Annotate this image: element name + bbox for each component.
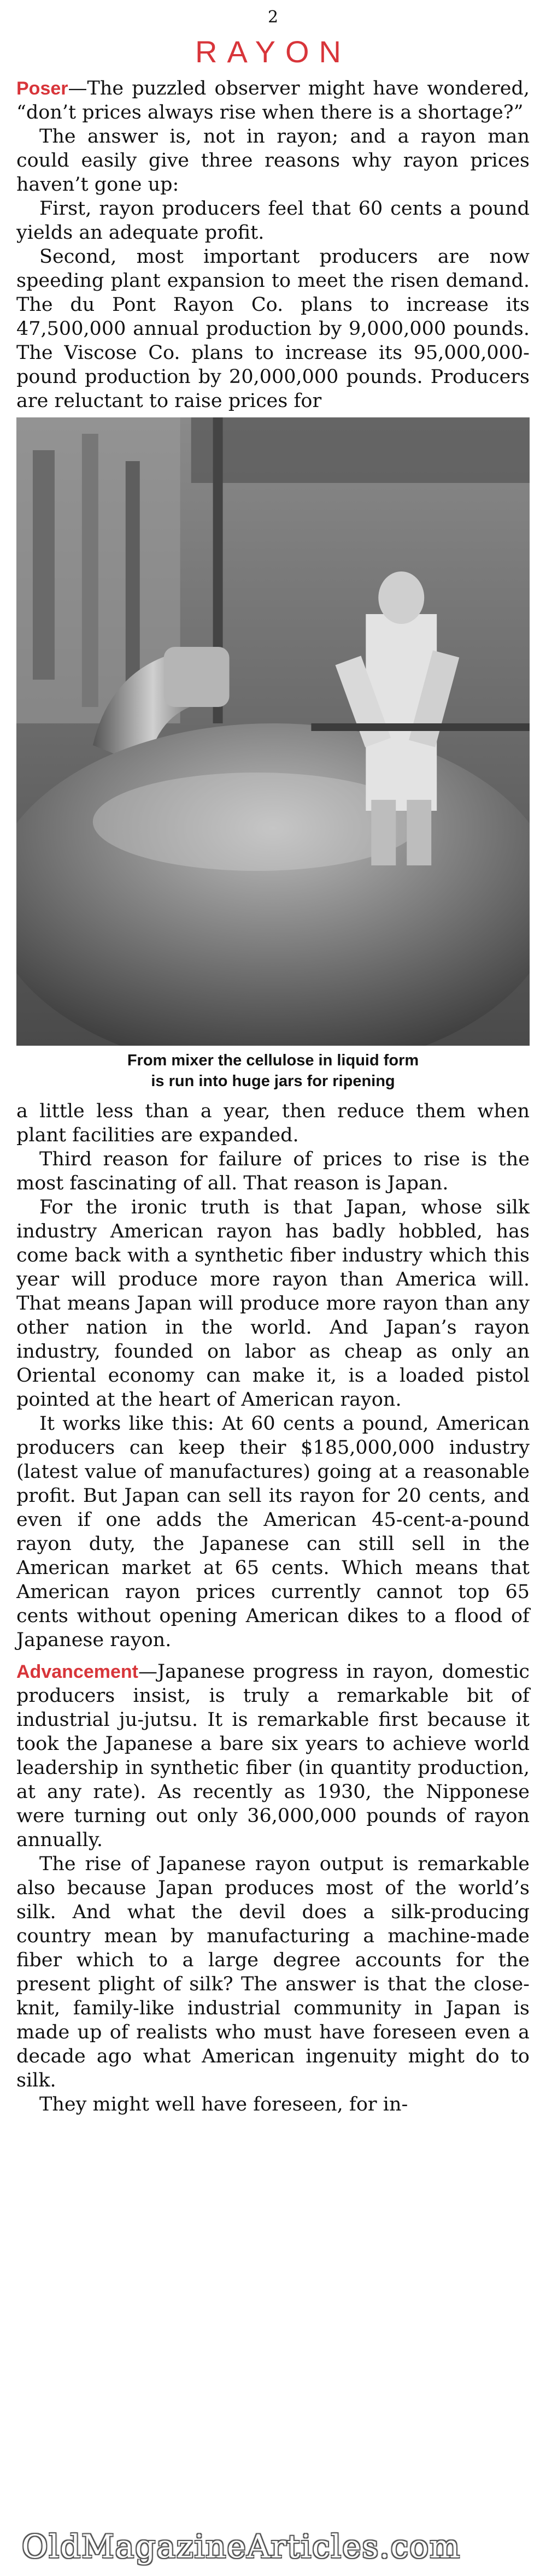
paragraph: The answer is, not in rayon; and a rayon man could easily give three reasons why rayon prices haven’t gone up: [16, 126, 530, 196]
factory-photo [16, 417, 530, 1046]
paragraph-text: —Japanese progress in rayon, domestic producers insist, is truly a remarkable bit of industrial ju-jutsu. It is remarkable first because it took the Japanese a bare six years to achieve world leadership in synthetic fiber (in quantity production, at any rate). As recently as 1930, the Nipponese were turning out only 36,000,000 pounds of rayon annually. [16, 1661, 530, 1851]
caption-line: From mixer the cellulose in liquid form [127, 1052, 419, 1069]
site-watermark: OldMagazineArticles.com [22, 2528, 461, 2565]
paragraph: They might well have foreseen, for in- [39, 2094, 408, 2115]
paragraph: For the ironic truth is that Japan, whose silk industry American rayon has badly hobbled, has come back with a synthetic fiber industry which this year will produce more rayon than America will. That means Japan will produce more rayon than any other nation in the world. And Japan’s rayon industry, founded on labor as cheap as only an Oriental economy can make it, is a loaded pistol pointed at the heart of American rayon. [16, 1196, 530, 1411]
paragraph: First, rayon producers feel that 60 cents a pound yields an adequate profit. [16, 198, 530, 244]
spacer [16, 1652, 530, 1660]
paragraph [16, 76, 530, 125]
paragraph: The rise of Japanese rayon output is remarkable also because Japan produces most of the world’s silk. And what the devil does a silk-producing country mean by manufacturing a machine-made fiber which to a large degree accounts for the present plight of silk? The answer is that the close-knit, family-like industrial community in Japan is made up of realists who must have foreseen even a decade ago what American ingenuity might do to silk. [16, 1853, 530, 2091]
section-title: RAYON [195, 34, 351, 69]
paragraph-text: —The puzzled observer might have wondered, “don’t prices always rise when there is a shortage?” [16, 78, 530, 123]
article-section-japan [16, 1099, 530, 1652]
photo-caption [16, 1046, 530, 1097]
article-section-advancement [16, 1660, 530, 2117]
paragraph: It works like this: At 60 cents a pound, American producers can keep their $185,000,000 industry (latest value of manufactures) going at a reasonable profit. But Japan can sell its rayon for 20 cents, and even if one adds the American 45-cent-a-pound rayon duty, the Japanese can still sell in the American market at 65 cents. Which means that American rayon prices currently cannot top 65 cents without opening American dikes to a flood of Japanese rayon. [16, 1413, 530, 1651]
page-number: 2 [267, 8, 279, 27]
paragraph: a little less than a year, then reduce them when plant facilities are expanded. [16, 1100, 530, 1146]
paragraph [16, 1660, 530, 1852]
paragraph: Third reason for failure of prices to rise is the most fascinating of all. That reason is Japan. [16, 1148, 530, 1194]
caption-line: is run into huge jars for ripening [151, 1072, 395, 1090]
paragraph: Second, most important producers are now speeding plant expansion to meet the risen demand. The du Pont Rayon Co. plans to increase its 47,500,000 annual production by 9,000,000 pounds. The Viscose Co. plans to increase its 95,000,000-pound production by 20,000,000 pounds. Producers are reluctant to raise prices for [16, 246, 530, 412]
factory-photo-illustration [16, 417, 530, 1046]
subhead-advancement: Advancement [16, 1661, 138, 1682]
article-section-poser [16, 76, 530, 413]
subhead-poser: Poser [16, 78, 68, 99]
photo-figure [16, 417, 530, 1097]
